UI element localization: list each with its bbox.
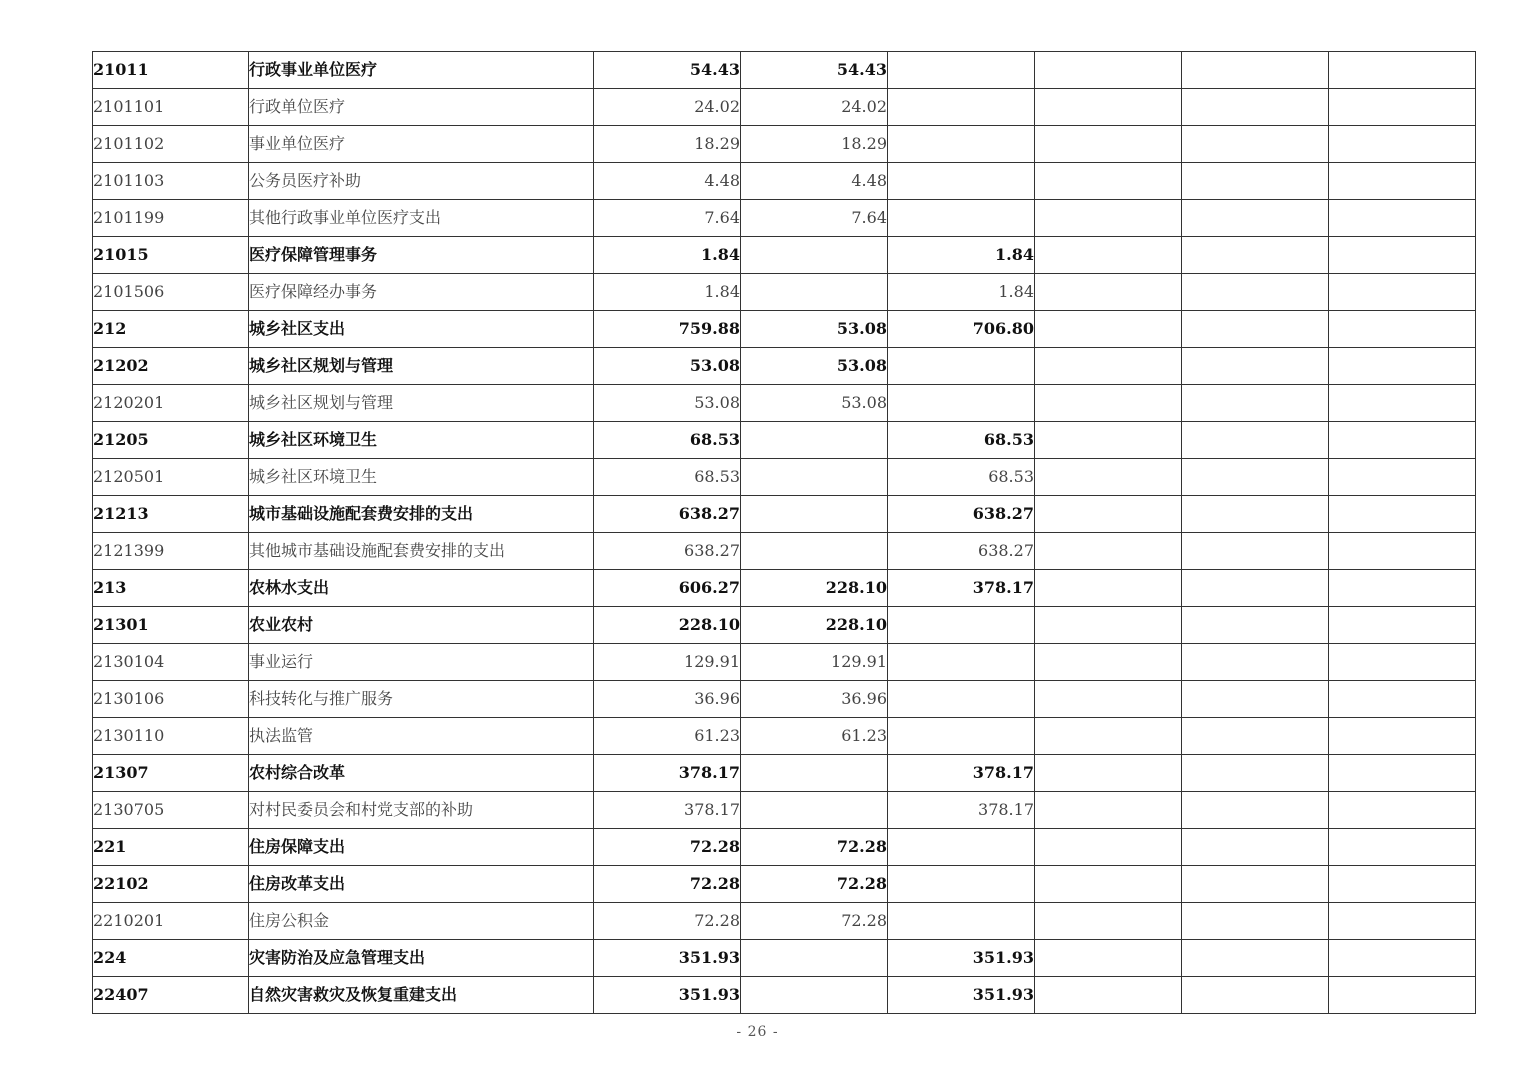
- cell-col6: [1329, 422, 1476, 459]
- table-row: [93, 977, 1476, 1014]
- cell-project: [888, 644, 1035, 681]
- cell-total: 18.29: [594, 126, 741, 163]
- cell-col6: [1329, 348, 1476, 385]
- cell-name: 农业农村: [249, 607, 594, 644]
- cell-name: 住房改革支出: [249, 866, 594, 903]
- cell-col4: [1035, 940, 1182, 977]
- cell-basic: 72.28: [741, 903, 888, 940]
- cell-total: 638.27: [594, 533, 741, 570]
- cell-code: 2121399: [93, 533, 249, 570]
- cell-code: 212: [93, 311, 249, 348]
- cell-project: 378.17: [888, 570, 1035, 607]
- cell-code: 21202: [93, 348, 249, 385]
- cell-col6: [1329, 52, 1476, 89]
- cell-col5: [1182, 644, 1329, 681]
- cell-basic: [741, 422, 888, 459]
- cell-col5: [1182, 89, 1329, 126]
- cell-basic: [741, 533, 888, 570]
- cell-code: 2120501: [93, 459, 249, 496]
- cell-total: 54.43: [594, 52, 741, 89]
- cell-code: 21015: [93, 237, 249, 274]
- cell-basic: [741, 459, 888, 496]
- cell-name: 行政单位医疗: [249, 89, 594, 126]
- cell-total: 606.27: [594, 570, 741, 607]
- cell-col5: [1182, 718, 1329, 755]
- table-row: [93, 940, 1476, 977]
- cell-basic: 228.10: [741, 570, 888, 607]
- cell-col5: [1182, 533, 1329, 570]
- cell-total: 351.93: [594, 940, 741, 977]
- cell-col5: [1182, 496, 1329, 533]
- cell-basic: 72.28: [741, 829, 888, 866]
- cell-project: [888, 52, 1035, 89]
- table-row: [93, 829, 1476, 866]
- cell-name: 住房公积金: [249, 903, 594, 940]
- cell-col4: [1035, 681, 1182, 718]
- cell-col6: [1329, 829, 1476, 866]
- cell-code: 2101103: [93, 163, 249, 200]
- table-row: [93, 237, 1476, 274]
- cell-col4: [1035, 237, 1182, 274]
- cell-col4: [1035, 422, 1182, 459]
- cell-col6: [1329, 533, 1476, 570]
- cell-total: 68.53: [594, 422, 741, 459]
- cell-col4: [1035, 496, 1182, 533]
- cell-basic: 61.23: [741, 718, 888, 755]
- cell-col5: [1182, 348, 1329, 385]
- cell-total: 72.28: [594, 866, 741, 903]
- cell-col6: [1329, 570, 1476, 607]
- cell-basic: 36.96: [741, 681, 888, 718]
- cell-total: 24.02: [594, 89, 741, 126]
- cell-name: 住房保障支出: [249, 829, 594, 866]
- cell-col5: [1182, 755, 1329, 792]
- cell-total: 1.84: [594, 237, 741, 274]
- cell-name: 农林水支出: [249, 570, 594, 607]
- cell-name: 其他城市基础设施配套费安排的支出: [249, 533, 594, 570]
- cell-col5: [1182, 385, 1329, 422]
- table-row: [93, 385, 1476, 422]
- cell-col5: [1182, 903, 1329, 940]
- table-row: [93, 274, 1476, 311]
- cell-code: 2101102: [93, 126, 249, 163]
- cell-project: [888, 866, 1035, 903]
- cell-project: 1.84: [888, 274, 1035, 311]
- cell-basic: [741, 792, 888, 829]
- table-row: [93, 533, 1476, 570]
- cell-col6: [1329, 459, 1476, 496]
- cell-col5: [1182, 274, 1329, 311]
- cell-basic: [741, 237, 888, 274]
- cell-code: 221: [93, 829, 249, 866]
- cell-col4: [1035, 274, 1182, 311]
- cell-code: 21307: [93, 755, 249, 792]
- cell-basic: [741, 755, 888, 792]
- cell-code: 2210201: [93, 903, 249, 940]
- table-row: [93, 200, 1476, 237]
- cell-code: 2101199: [93, 200, 249, 237]
- cell-col5: [1182, 940, 1329, 977]
- cell-code: 22102: [93, 866, 249, 903]
- cell-col5: [1182, 163, 1329, 200]
- cell-project: 378.17: [888, 755, 1035, 792]
- cell-col4: [1035, 718, 1182, 755]
- cell-name: 事业运行: [249, 644, 594, 681]
- cell-col4: [1035, 200, 1182, 237]
- cell-basic: [741, 274, 888, 311]
- cell-project: [888, 163, 1035, 200]
- table-row: [93, 755, 1476, 792]
- cell-total: 4.48: [594, 163, 741, 200]
- cell-col6: [1329, 200, 1476, 237]
- table-row: [93, 866, 1476, 903]
- cell-project: [888, 348, 1035, 385]
- cell-total: 759.88: [594, 311, 741, 348]
- cell-project: 1.84: [888, 237, 1035, 274]
- cell-col4: [1035, 348, 1182, 385]
- cell-col4: [1035, 903, 1182, 940]
- cell-col5: [1182, 311, 1329, 348]
- cell-project: [888, 607, 1035, 644]
- cell-col6: [1329, 385, 1476, 422]
- cell-col6: [1329, 903, 1476, 940]
- cell-project: [888, 385, 1035, 422]
- cell-col6: [1329, 237, 1476, 274]
- cell-project: 351.93: [888, 977, 1035, 1014]
- cell-col4: [1035, 607, 1182, 644]
- cell-col4: [1035, 755, 1182, 792]
- cell-name: 公务员医疗补助: [249, 163, 594, 200]
- cell-name: 执法监管: [249, 718, 594, 755]
- cell-basic: 4.48: [741, 163, 888, 200]
- table-row: [93, 718, 1476, 755]
- cell-code: 22407: [93, 977, 249, 1014]
- cell-basic: [741, 496, 888, 533]
- cell-col5: [1182, 422, 1329, 459]
- cell-code: 213: [93, 570, 249, 607]
- cell-project: [888, 200, 1035, 237]
- cell-project: [888, 829, 1035, 866]
- cell-col6: [1329, 126, 1476, 163]
- cell-total: 72.28: [594, 829, 741, 866]
- cell-code: 2120201: [93, 385, 249, 422]
- cell-col5: [1182, 681, 1329, 718]
- cell-col5: [1182, 200, 1329, 237]
- cell-col5: [1182, 52, 1329, 89]
- cell-col4: [1035, 459, 1182, 496]
- cell-col4: [1035, 829, 1182, 866]
- cell-name: 对村民委员会和村党支部的补助: [249, 792, 594, 829]
- cell-name: 事业单位医疗: [249, 126, 594, 163]
- cell-total: 36.96: [594, 681, 741, 718]
- cell-col6: [1329, 311, 1476, 348]
- cell-col4: [1035, 89, 1182, 126]
- cell-project: [888, 126, 1035, 163]
- table-row: [93, 644, 1476, 681]
- cell-col5: [1182, 126, 1329, 163]
- cell-basic: 129.91: [741, 644, 888, 681]
- cell-col4: [1035, 163, 1182, 200]
- cell-basic: 72.28: [741, 866, 888, 903]
- cell-name: 城乡社区支出: [249, 311, 594, 348]
- cell-col6: [1329, 755, 1476, 792]
- cell-col4: [1035, 126, 1182, 163]
- table-row: [93, 163, 1476, 200]
- cell-basic: 7.64: [741, 200, 888, 237]
- cell-name: 行政事业单位医疗: [249, 52, 594, 89]
- cell-col4: [1035, 52, 1182, 89]
- table-row: [93, 792, 1476, 829]
- cell-code: 2130110: [93, 718, 249, 755]
- cell-col4: [1035, 533, 1182, 570]
- cell-total: 228.10: [594, 607, 741, 644]
- cell-code: 2130104: [93, 644, 249, 681]
- cell-name: 灾害防治及应急管理支出: [249, 940, 594, 977]
- cell-project: 638.27: [888, 533, 1035, 570]
- table-row: [93, 570, 1476, 607]
- table-row: [93, 459, 1476, 496]
- cell-name: 城乡社区环境卫生: [249, 459, 594, 496]
- cell-total: 7.64: [594, 200, 741, 237]
- cell-col4: [1035, 385, 1182, 422]
- cell-code: 21301: [93, 607, 249, 644]
- cell-col6: [1329, 274, 1476, 311]
- cell-name: 城乡社区规划与管理: [249, 385, 594, 422]
- table-row: [93, 311, 1476, 348]
- cell-col6: [1329, 644, 1476, 681]
- cell-col6: [1329, 977, 1476, 1014]
- cell-col6: [1329, 607, 1476, 644]
- cell-project: 351.93: [888, 940, 1035, 977]
- cell-project: 638.27: [888, 496, 1035, 533]
- table-row: [93, 52, 1476, 89]
- cell-name: 城乡社区规划与管理: [249, 348, 594, 385]
- cell-col4: [1035, 311, 1182, 348]
- cell-code: 2101101: [93, 89, 249, 126]
- cell-col5: [1182, 792, 1329, 829]
- cell-col6: [1329, 89, 1476, 126]
- cell-col5: [1182, 237, 1329, 274]
- cell-col5: [1182, 570, 1329, 607]
- cell-total: 638.27: [594, 496, 741, 533]
- cell-col5: [1182, 977, 1329, 1014]
- cell-col6: [1329, 940, 1476, 977]
- cell-project: [888, 903, 1035, 940]
- cell-basic: 53.08: [741, 385, 888, 422]
- cell-name: 科技转化与推广服务: [249, 681, 594, 718]
- cell-col4: [1035, 977, 1182, 1014]
- cell-total: 53.08: [594, 348, 741, 385]
- cell-total: 1.84: [594, 274, 741, 311]
- cell-col6: [1329, 163, 1476, 200]
- cell-name: 自然灾害救灾及恢复重建支出: [249, 977, 594, 1014]
- cell-col4: [1035, 570, 1182, 607]
- cell-code: 21205: [93, 422, 249, 459]
- cell-col5: [1182, 607, 1329, 644]
- cell-name: 其他行政事业单位医疗支出: [249, 200, 594, 237]
- cell-total: 378.17: [594, 755, 741, 792]
- cell-name: 农村综合改革: [249, 755, 594, 792]
- cell-total: 378.17: [594, 792, 741, 829]
- table-row: [93, 681, 1476, 718]
- cell-total: 129.91: [594, 644, 741, 681]
- cell-col6: [1329, 792, 1476, 829]
- cell-col6: [1329, 718, 1476, 755]
- page-number: - 26 -: [736, 1024, 779, 1040]
- cell-basic: 53.08: [741, 348, 888, 385]
- table-row: [93, 496, 1476, 533]
- cell-basic: [741, 977, 888, 1014]
- table-row: [93, 348, 1476, 385]
- cell-name: 城市基础设施配套费安排的支出: [249, 496, 594, 533]
- cell-col6: [1329, 866, 1476, 903]
- budget-table-body: [93, 52, 1476, 1014]
- cell-project: [888, 681, 1035, 718]
- cell-col5: [1182, 829, 1329, 866]
- cell-project: 68.53: [888, 459, 1035, 496]
- cell-project: 378.17: [888, 792, 1035, 829]
- cell-basic: [741, 940, 888, 977]
- cell-basic: 24.02: [741, 89, 888, 126]
- cell-code: 2101506: [93, 274, 249, 311]
- cell-code: 21213: [93, 496, 249, 533]
- cell-name: 医疗保障管理事务: [249, 237, 594, 274]
- table-row: [93, 422, 1476, 459]
- cell-project: [888, 89, 1035, 126]
- cell-code: 224: [93, 940, 249, 977]
- cell-name: 城乡社区环境卫生: [249, 422, 594, 459]
- cell-code: 21011: [93, 52, 249, 89]
- cell-col6: [1329, 496, 1476, 533]
- cell-code: 2130705: [93, 792, 249, 829]
- cell-col4: [1035, 644, 1182, 681]
- cell-col6: [1329, 681, 1476, 718]
- cell-basic: 228.10: [741, 607, 888, 644]
- table-row: [93, 89, 1476, 126]
- cell-basic: 54.43: [741, 52, 888, 89]
- cell-col4: [1035, 866, 1182, 903]
- table-row: [93, 126, 1476, 163]
- cell-project: 68.53: [888, 422, 1035, 459]
- cell-total: 68.53: [594, 459, 741, 496]
- cell-total: 53.08: [594, 385, 741, 422]
- cell-col4: [1035, 792, 1182, 829]
- cell-total: 351.93: [594, 977, 741, 1014]
- budget-table: [92, 51, 1476, 1014]
- table-row: [93, 903, 1476, 940]
- cell-basic: 53.08: [741, 311, 888, 348]
- cell-total: 61.23: [594, 718, 741, 755]
- cell-name: 医疗保障经办事务: [249, 274, 594, 311]
- cell-col5: [1182, 866, 1329, 903]
- cell-basic: 18.29: [741, 126, 888, 163]
- cell-col5: [1182, 459, 1329, 496]
- cell-project: 706.80: [888, 311, 1035, 348]
- table-row: [93, 607, 1476, 644]
- cell-code: 2130106: [93, 681, 249, 718]
- cell-project: [888, 718, 1035, 755]
- cell-total: 72.28: [594, 903, 741, 940]
